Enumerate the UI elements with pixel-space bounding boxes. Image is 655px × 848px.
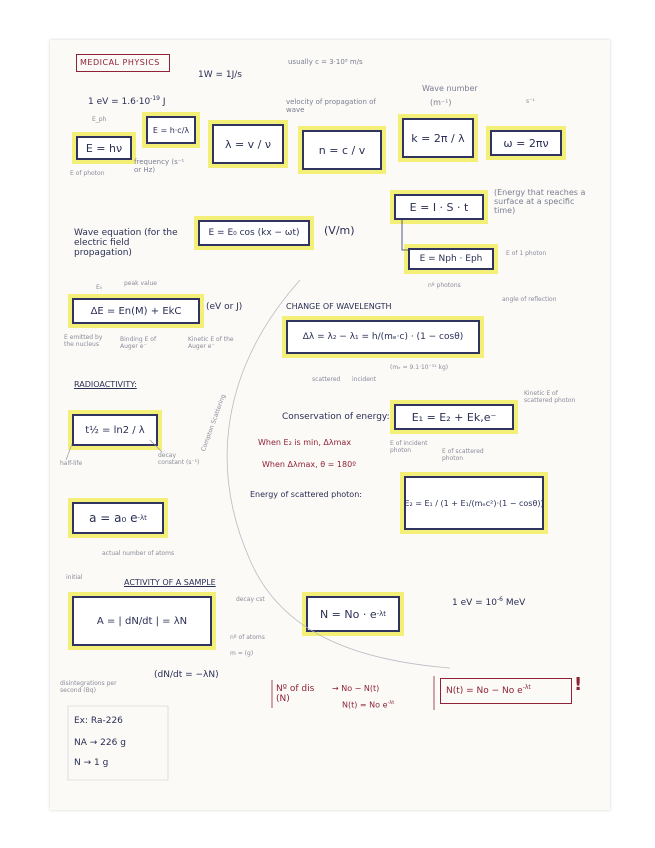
scattered-energy-label: Energy of scattered photon: [250, 490, 362, 499]
decay-base: a = a₀ e [89, 511, 138, 525]
mass-note: m = (g) [230, 650, 254, 657]
kinetic-auger-note: Kinetic E of the Auger e⁻ [188, 336, 234, 350]
decay-exponent: -λt [137, 514, 147, 522]
wavenumber-unit: (m⁻¹) [430, 98, 452, 107]
incident-label: incident [352, 376, 377, 383]
formula-e-hc: E = h·c/λ [146, 116, 196, 144]
scattered-photon-note: E of scattered photon [442, 448, 484, 462]
red-eq-2-base: N(t) = No e [342, 700, 388, 710]
formula-e-ist: E = I · S · t [394, 194, 484, 220]
half-life-arrow [66, 444, 72, 460]
kinetic-e-note: Kinetic E of scattered photon [524, 390, 576, 404]
activity-title: ACTIVITY OF A SAMPLE [124, 578, 216, 587]
binding-note: Binding E of Auger e⁻ [120, 336, 157, 350]
formula-conservation: E₁ = E₂ + Ek,e⁻ [394, 404, 514, 430]
photon-energy-note: E of photon [70, 170, 105, 177]
energy-surface-note: (Energy that reaches a surface at a specific time) [494, 188, 586, 215]
red-exclamation: ! [574, 674, 583, 695]
max-condition: When Δλmax, θ = 180º [262, 460, 356, 469]
formula-e2: E₂ = E₁ / (1 + E₁/(mₑc²)·(1 − cosθ)) [404, 476, 544, 530]
ev-base: 1 eV = 1.6·10 [88, 97, 151, 107]
frequency-note: frequency (s⁻¹ or Hz) [134, 158, 185, 174]
n-decay-base: N = No · e [319, 607, 377, 621]
wavenumber-note: Wave number [422, 84, 478, 93]
formula-e-nph: E = Nph · Eph [408, 248, 494, 270]
formula-wave: E = E₀ cos (kx − ωt) [198, 220, 310, 246]
angle-note: angle of reflection [502, 296, 557, 303]
velocity-note: velocity of propagation of wave [286, 98, 376, 114]
example-n: N → 1 g [74, 758, 109, 768]
per-second-label: s⁻¹ [526, 98, 535, 105]
half-life-note: half-life [60, 460, 83, 467]
scattered-label: scattered [312, 376, 341, 383]
delta-e-unit: (eV or J) [206, 302, 243, 312]
dn-dt-formula: (dN/dt = −λN) [154, 670, 219, 680]
e0-label: E₀ [96, 284, 103, 291]
e-emitted-note: E emitted by the nucleus [64, 334, 103, 348]
incident-photon-note: E of incident photon [390, 440, 428, 454]
ev-exponent: -19 [150, 95, 160, 102]
decay-arrow [150, 440, 162, 452]
red-eq-2-exponent: -λt [387, 700, 395, 706]
formula-compton: Δλ = λ₂ − λ₁ = h/(mₑ·c) · (1 − cosθ) [286, 320, 480, 354]
min-condition: When E₂ is min, Δλmax [258, 438, 352, 447]
example-bracket [68, 706, 168, 780]
e-nph-arrow [402, 218, 408, 250]
e-one-photon-note: E of 1 photon [506, 250, 547, 257]
red-bracket [272, 676, 434, 710]
formula-delta-e: ΔE = En(M) + EkC [72, 298, 200, 324]
formula-omega: ω = 2πν [490, 130, 562, 156]
peak-note: peak value [124, 280, 157, 287]
eph-label: E_ph [92, 116, 107, 123]
red-final-exponent: -λt [522, 684, 531, 691]
red-final-base: N(t) = No − No e [446, 686, 523, 696]
red-eq-1: → No − N(t) [332, 684, 380, 693]
conservation-label: Conservation of energy: [282, 412, 390, 422]
wave-unit: (V/m) [324, 224, 355, 237]
n-decay-exponent: -λt [376, 610, 387, 618]
decay-cst-note: decay cst [236, 596, 265, 603]
example-na: NA → 226 g [74, 738, 126, 748]
page-title: MEDICAL PHYSICS [80, 58, 160, 67]
electron-mass-note: (mₑ = 9.1·10⁻³¹ kg) [390, 364, 449, 371]
formula-activity: A = | dN/dt | = λN [72, 596, 212, 646]
c-note: usually c = 3·10⁸ m/s [288, 58, 363, 66]
sketch-lines [50, 40, 610, 810]
compton-side-label: Compton Scattering [200, 393, 228, 453]
formula-half-life: t½ = ln2 / λ [72, 414, 158, 446]
photon-count-note: nº photons [428, 282, 461, 289]
formula-lambda: λ = v / ν [212, 124, 284, 164]
compton-title: CHANGE OF WAVELENGTH [286, 302, 392, 311]
radioactivity-heading: RADIOACTIVITY: [74, 380, 137, 389]
notes-sheet [50, 40, 610, 810]
initial-note: initial [66, 574, 83, 581]
disintegrations-note: disintegrations per second (Bq) [60, 680, 117, 694]
ev-mev-exponent: -6 [497, 596, 503, 603]
ev-mev-unit: MeV [505, 598, 526, 608]
wave-equation-label: Wave equation (for the electric field propagation) [74, 228, 178, 258]
atoms-note: nº of atoms [230, 634, 265, 641]
watt-definition: 1W = 1J/s [198, 70, 242, 80]
ev-unit: J [162, 97, 166, 107]
compton-curve [227, 280, 450, 668]
actual-note: actual number of atoms [102, 550, 175, 557]
decay-constant-note: decay constant (s⁻¹) [158, 452, 200, 466]
example-title: Ex: Ra-226 [74, 716, 123, 726]
formula-k: k = 2π / λ [402, 118, 474, 158]
ev-mev-base: 1 eV = 10 [452, 598, 497, 608]
formula-n: n = c / v [302, 130, 382, 170]
formula-e-hv: E = hν [76, 136, 132, 160]
dis-count: Nº of dis (N) [276, 684, 315, 704]
